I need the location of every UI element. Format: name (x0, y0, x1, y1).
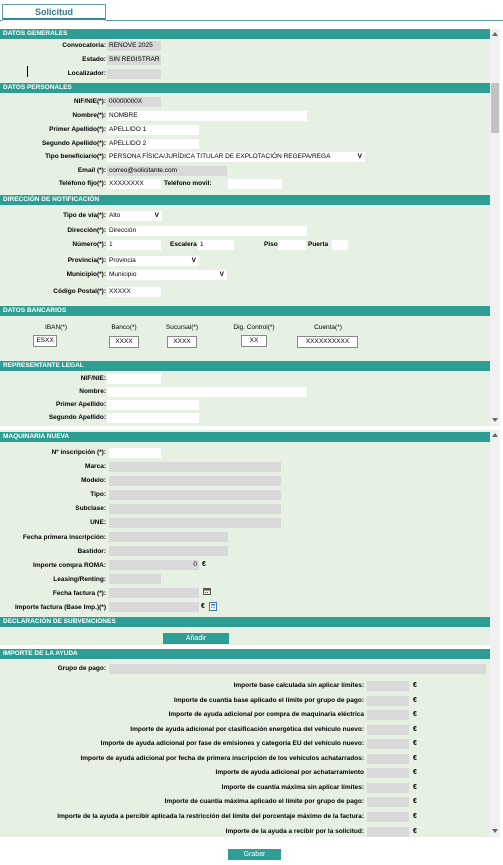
section-direccion: DIRECCIÓN DE NOTIFICACIÓN (0, 195, 490, 205)
chevron-down-icon: V (219, 271, 224, 278)
section-importe-ayuda: IMPORTE DE LA AYUDA (0, 649, 490, 659)
calendar-icon[interactable] (203, 587, 211, 595)
rep-nif-label: NIF/NIE: (80, 375, 106, 382)
text-cursor (27, 66, 28, 77)
iban-label: IBAN(*) (44, 324, 68, 331)
tab-active-indicator (3, 18, 105, 20)
ayuda-row-value (367, 783, 409, 793)
ayuda-row-label: Importe de ayuda adicional por clasificación energética del vehiculo nuevo: (130, 726, 364, 733)
bastidor-label: Bastidor: (77, 548, 106, 555)
euro-symbol: € (413, 813, 417, 820)
upper-scroll-thumb[interactable] (491, 83, 499, 133)
banco-input[interactable]: XXXX (109, 336, 139, 348)
nif-field: 00000000X (107, 97, 161, 107)
iban-input[interactable]: ESXX (33, 335, 57, 347)
municipio-value: Municipio (109, 271, 137, 278)
apellido1-input[interactable]: APELLIDO 1 (107, 125, 199, 135)
section-declaracion-subvenciones: DECLARACIÓN DE SUBVENCIONES (0, 617, 490, 627)
euro-symbol: € (413, 798, 417, 805)
rep-nif-input[interactable] (107, 374, 161, 384)
codigo-postal-input[interactable]: XXXXX (107, 287, 161, 297)
ayuda-row-value (367, 797, 409, 807)
ayuda-row-label: Importe de cuantía base aplicado el límite por grupo de pago: (174, 697, 364, 704)
nombre-input[interactable]: NOMBRE (107, 111, 307, 121)
scroll-down-icon[interactable] (492, 418, 498, 422)
subclase-label: Subclase: (75, 505, 106, 512)
numero-label: Número(*): (72, 241, 106, 248)
ayuda-row-value (367, 739, 409, 749)
ayuda-row-label: Importe base calculada sin aplicar límites: (233, 682, 364, 689)
section-datos-generales: DATOS GENERALES (0, 29, 490, 39)
email-label: Email (*): (77, 167, 106, 174)
tab-solicitud[interactable]: Solicitud (2, 4, 106, 21)
apellido1-label: Primer Apellido(*): (49, 126, 106, 133)
euro-symbol: € (413, 740, 417, 747)
telefono-movil-input[interactable] (228, 179, 282, 189)
section-datos-bancarios: DATOS BANCARIOS (0, 306, 490, 316)
direccion-input[interactable]: Dirección (107, 226, 307, 236)
grupo-pago-label: Grupo de pago: (57, 665, 106, 672)
cuenta-input[interactable]: XXXXXXXXXX (297, 336, 358, 348)
euro-symbol: € (413, 697, 417, 704)
ayuda-row-value (367, 768, 409, 778)
piso-input[interactable] (278, 240, 306, 250)
euro-symbol: € (413, 711, 417, 718)
add-subvencion-button[interactable]: Añadir (163, 633, 229, 644)
fecha-factura-label: Fecha factura (*): (52, 590, 106, 597)
tipo-via-label: Tipo de vía(*): (63, 212, 106, 219)
section-representante-legal: REPRESENTANTE LEGAL (0, 361, 490, 371)
puerta-label: Puerta (308, 241, 329, 248)
provincia-value: Provincia (109, 257, 136, 264)
municipio-select[interactable] (107, 270, 227, 280)
fecha-factura-field[interactable] (109, 588, 199, 598)
escalera-input[interactable]: 1 (198, 240, 234, 250)
ayuda-row-label: Importe de ayuda adicional por fase de emisiones y categoría EU del vehículo nuevo: (100, 740, 364, 747)
puerta-input[interactable] (332, 240, 348, 250)
tipo-beneficiario-value: PERSONA FÍSICA/JURÍDICA TITULAR DE EXPLOTACIÓN REGEPA/REGA (109, 153, 331, 160)
scroll-up-icon[interactable] (492, 32, 498, 36)
ayuda-row-value (367, 681, 409, 691)
euro-symbol: € (413, 726, 417, 733)
numero-input[interactable]: 1 (107, 240, 161, 250)
une-field (109, 518, 281, 528)
modelo-field (109, 476, 281, 486)
provincia-select[interactable] (107, 256, 199, 266)
bastidor-field (109, 546, 228, 556)
grupo-pago-field (109, 664, 486, 674)
fecha-primera-field (109, 532, 228, 542)
nif-label: NIF/NIE(*): (73, 98, 106, 105)
ayuda-row-label: Importe de ayuda adicional por achatarramiento (215, 769, 364, 776)
provincia-label: Provincia(*): (67, 257, 106, 264)
importe-roma-value: 0 (193, 561, 197, 568)
importe-roma-label: Importe compra ROMA: (33, 562, 106, 569)
fecha-primera-label: Fecha primera inscripción: (22, 534, 106, 541)
euro-symbol: € (413, 755, 417, 762)
escalera-label: Escalera (170, 241, 197, 248)
importe-roma-field (109, 560, 199, 570)
lower-scrollbar[interactable] (490, 430, 500, 837)
chevron-down-icon: V (154, 212, 159, 219)
inscripcion-input[interactable] (109, 448, 161, 458)
rep-apellido1-input[interactable] (107, 400, 199, 410)
tipo-via-select[interactable] (107, 211, 162, 221)
euro-symbol: € (413, 784, 417, 791)
codigo-postal-label: Código Postal(*): (53, 288, 106, 295)
rep-apellido2-label: Segundo Apellido: (48, 414, 106, 421)
chevron-down-icon: V (191, 257, 196, 264)
modelo-label: Modelo: (81, 477, 106, 484)
tipo-beneficiario-select[interactable] (107, 152, 365, 162)
cuenta-label: Cuenta(*) (314, 324, 342, 331)
section-datos-personales: DATOS PERSONALES (0, 83, 490, 93)
municipio-label: Municipio(*): (66, 271, 106, 278)
control-input[interactable]: XX (241, 335, 267, 347)
ayuda-row-label: Importe de la ayuda a percibir aplicada la restricción del límite del porcentaje máximo de la factura: (57, 813, 364, 820)
euro-symbol: € (413, 828, 417, 835)
scroll-down-icon[interactable] (492, 829, 498, 833)
tipo-field (109, 490, 281, 500)
direccion-label: Dirección(*): (67, 227, 106, 234)
control-label: Dig. Control(*) (233, 324, 275, 331)
sucursal-label: Sucursal(*) (165, 324, 199, 331)
ayuda-row-label: Importe de ayuda adicional por compra de maquinaria eléctrica (168, 711, 364, 718)
apellido2-input[interactable]: APELLIDO 2 (107, 139, 199, 149)
marca-field (109, 462, 281, 472)
rep-apellido1-label: Primer Apellido: (56, 401, 106, 408)
telefono-fijo-label: Teléfono fijo(*): (58, 180, 106, 187)
rep-nombre-input[interactable] (107, 387, 307, 397)
banco-label: Banco(*) (111, 324, 137, 331)
localizador-label: Localizador: (67, 70, 106, 77)
upper-scrollbar[interactable] (490, 29, 500, 426)
inscripcion-label: Nº inscripción (*): (51, 449, 106, 456)
ayuda-row-value (367, 725, 409, 735)
ayuda-row-value (367, 754, 409, 764)
importe-factura-field[interactable] (109, 602, 199, 612)
convocatoria-field: RENOVE 2025 (107, 41, 161, 51)
une-label: UNE: (90, 519, 106, 526)
tipo-label: Tipo: (90, 491, 106, 498)
tipo-via-value: Alto (109, 212, 121, 219)
euro-symbol: € (413, 682, 417, 689)
estado-label: Estado: (82, 56, 106, 63)
nombre-label: Nombre(*): (72, 112, 106, 119)
apellido2-label: Segundo Apellido(*): (41, 140, 106, 147)
telefono-movil-label: Teléfono movil: (164, 180, 212, 187)
convocatoria-label: Convocatoria: (62, 42, 106, 49)
ayuda-row-value (367, 827, 409, 837)
subclase-field (109, 504, 281, 514)
leasing-label: Leasing/Renting: (53, 576, 106, 583)
tab-bar (0, 0, 503, 21)
importe-factura-label: Importe factura (Base Imp.)(*) (14, 604, 106, 611)
euro-symbol: € (201, 603, 205, 610)
marca-label: Marca: (85, 463, 106, 470)
sucursal-input[interactable]: XXXX (167, 336, 197, 348)
upper-scroll-frame (0, 29, 490, 426)
calculator-icon[interactable] (209, 602, 217, 611)
rep-nombre-label: Nombre: (79, 388, 106, 395)
euro-symbol: € (413, 769, 417, 776)
ayuda-row-value (367, 710, 409, 720)
ayuda-row-label: Importe de ayuda adicional por fecha de primera inscripción de los vehículos achatarrados: (80, 755, 364, 762)
email-field: correo@solicitante.com (107, 166, 227, 176)
section-maquinaria-nueva: MAQUINARIA NUEVA (0, 432, 490, 442)
rep-apellido2-input[interactable] (107, 413, 199, 423)
lower-scroll-frame (0, 430, 490, 837)
ayuda-row-value (367, 812, 409, 822)
scroll-up-icon[interactable] (492, 433, 498, 437)
ayuda-row-value (367, 696, 409, 706)
telefono-fijo-input[interactable]: XXXXXXXX (107, 179, 161, 189)
leasing-field (109, 574, 161, 584)
euro-symbol: € (202, 561, 206, 568)
estado-field: SIN REGISTRAR (109, 56, 160, 63)
grabar-button[interactable]: Grabar (228, 849, 281, 860)
piso-label: Piso (264, 241, 278, 248)
chevron-down-icon: V (357, 153, 362, 160)
ayuda-row-label: Importe de cuantía máxima aplicado el límite por grupo de pago: (164, 798, 364, 805)
localizador-field (107, 69, 161, 79)
ayuda-row-label: Importe de cuantía máxima sin aplicar límites: (221, 784, 364, 791)
tipo-beneficiario-label: Tipo beneficiario(*): (45, 153, 106, 160)
ayuda-row-label: Importe de la ayuda a recibir por la solicitud: (225, 828, 364, 835)
